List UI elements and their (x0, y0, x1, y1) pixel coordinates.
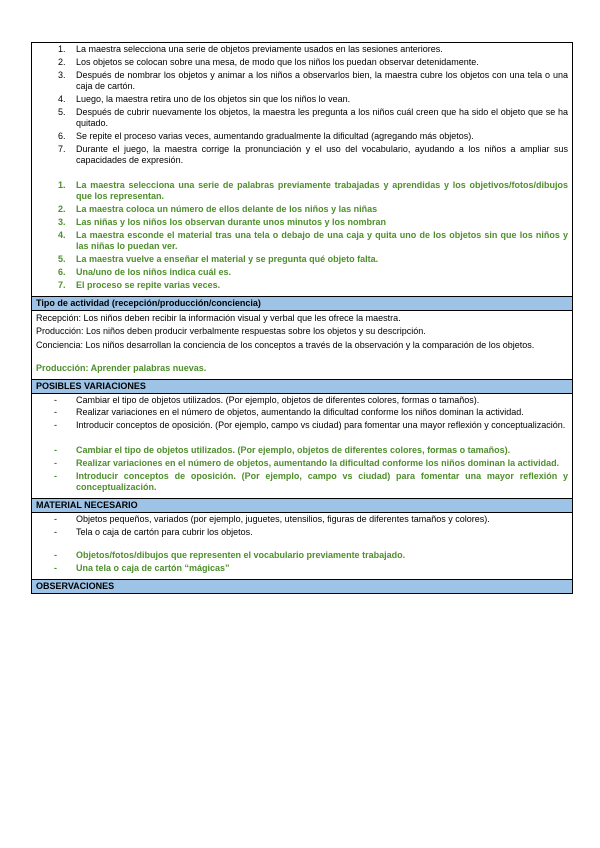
materials-list-black (36, 514, 568, 538)
observations-header: OBSERVACIONES (32, 579, 572, 593)
list-item: - Cambiar el tipo de objetos utilizados. (Por ejemplo, objetos de diferentes colores, formas o tamaños). (54, 394, 480, 405)
list-item: 7. Durante el juego, la maestra corrige la pronunciación y el uso del vocabulario, ayudando a los niños a ampliar sus capacidades de expresión. (58, 143, 568, 166)
materials-list-green (36, 550, 568, 574)
list-item: 6. Se repite el proceso varias veces, aumentando gradualmente la dificultad (agregando más objetos). (58, 131, 474, 142)
materials-header: MATERIAL NECESARIO (32, 498, 572, 513)
variations-header: POSIBLES VARIACIONES (32, 379, 572, 394)
awareness-text: Conciencia: Los niños desarrollan la conciencia de los conceptos a través de la observación y la comparación de los objetos. (36, 339, 535, 350)
variations-cell (32, 394, 572, 499)
materials-cell (32, 513, 572, 579)
production-text: Producción: Los niños deben producir verbalmente respuestas sobre los objetos y su descripción. (36, 326, 426, 337)
list-item: - Introducir conceptos de oposición. (Por ejemplo, campo vs ciudad) para fomentar una mayor reflexión y conceptualización. (54, 420, 566, 431)
activity-type-header: Tipo de actividad (recepción/producción/conciencia) (32, 296, 572, 311)
procedure-cell (32, 43, 572, 296)
list-item: 4. Luego, la maestra retira uno de los objetos sin que los niños lo vean. (58, 93, 351, 104)
list-item: - Objetos/fotos/dibujos que representen el vocabulario previamente trabajado. (54, 550, 406, 560)
list-item: - Introducir conceptos de oposición. (Por ejemplo, campo vs ciudad) para fomentar una mayor reflexión y conceptualización. (54, 471, 568, 493)
list-item: - Realizar variaciones en el número de objetos, aumentando la dificultad conforme los niños dominan la actividad. (54, 458, 560, 469)
list-item: 6. Una/uno de los niños indica cuál es. (58, 267, 232, 278)
list-item: - Cambiar el tipo de objetos utilizados. (Por ejemplo, objetos de diferentes colores, formas o tamaños). (54, 445, 511, 456)
variations-list-green (36, 445, 568, 493)
list-item: - Tela o caja de cartón para cubrir los objetos. (54, 527, 253, 538)
list-item: - Objetos pequeños, variados (por ejemplo, juguetes, utensilios, figuras de diferentes tamaños y colores). (54, 514, 490, 525)
list-item: 2. La maestra coloca un número de ellos delante de los niños y las niñas (58, 204, 378, 215)
list-item: 5. La maestra vuelve a enseñar el material y se pregunta qué objeto falta. (58, 254, 379, 265)
list-item: 7. El proceso se repite varias veces. (58, 280, 221, 291)
activity-table (31, 42, 573, 594)
list-item: 5. Después de cubrir nuevamente los objetos, la maestra les pregunta a los niños cuál creen que ha sido el objeto que se ha quitado. (58, 106, 568, 129)
reception-text: Recepción: Los niños deben recibir la información visual y verbal que les ofrece la maestra. (36, 312, 401, 323)
procedure-list-black (36, 44, 568, 167)
list-item: 1. La maestra selecciona una serie de palabras previamente trabajadas y aprendidas y los objetivos/fotos/dibujos que los representan. (58, 180, 568, 202)
list-item: 3. Las niñas y los niños los observan durante unos minutos y los nombran (58, 217, 387, 228)
list-item: 4. La maestra esconde el material tras una tela o debajo de una caja y quita uno de los objetos sin que los niños y las niñas lo puedan ver. (58, 230, 568, 252)
list-item: 3. Después de nombrar los objetos y animar a los niños a observarlos bien, la maestra cubre los objetos con una tela o una caja de cartón. (58, 69, 568, 92)
activity-type-cell (32, 311, 572, 379)
list-item: 2. Los objetos se colocan sobre una mesa, de modo que los niños los puedan observar detenidamente. (58, 56, 479, 67)
procedure-list-green (36, 180, 568, 291)
list-item: 1. La maestra selecciona una serie de objetos previamente usados en las sesiones anteriores. (58, 44, 443, 54)
list-item: - Una tela o caja de cartón “mágicas” (54, 562, 230, 573)
list-item: - Realizar variaciones en el número de objetos, aumentando la dificultad conforme los niños dominan la actividad. (54, 407, 524, 418)
variations-list-black (36, 395, 568, 432)
production-green-note: Producción: Aprender palabras nuevas. (36, 363, 207, 374)
